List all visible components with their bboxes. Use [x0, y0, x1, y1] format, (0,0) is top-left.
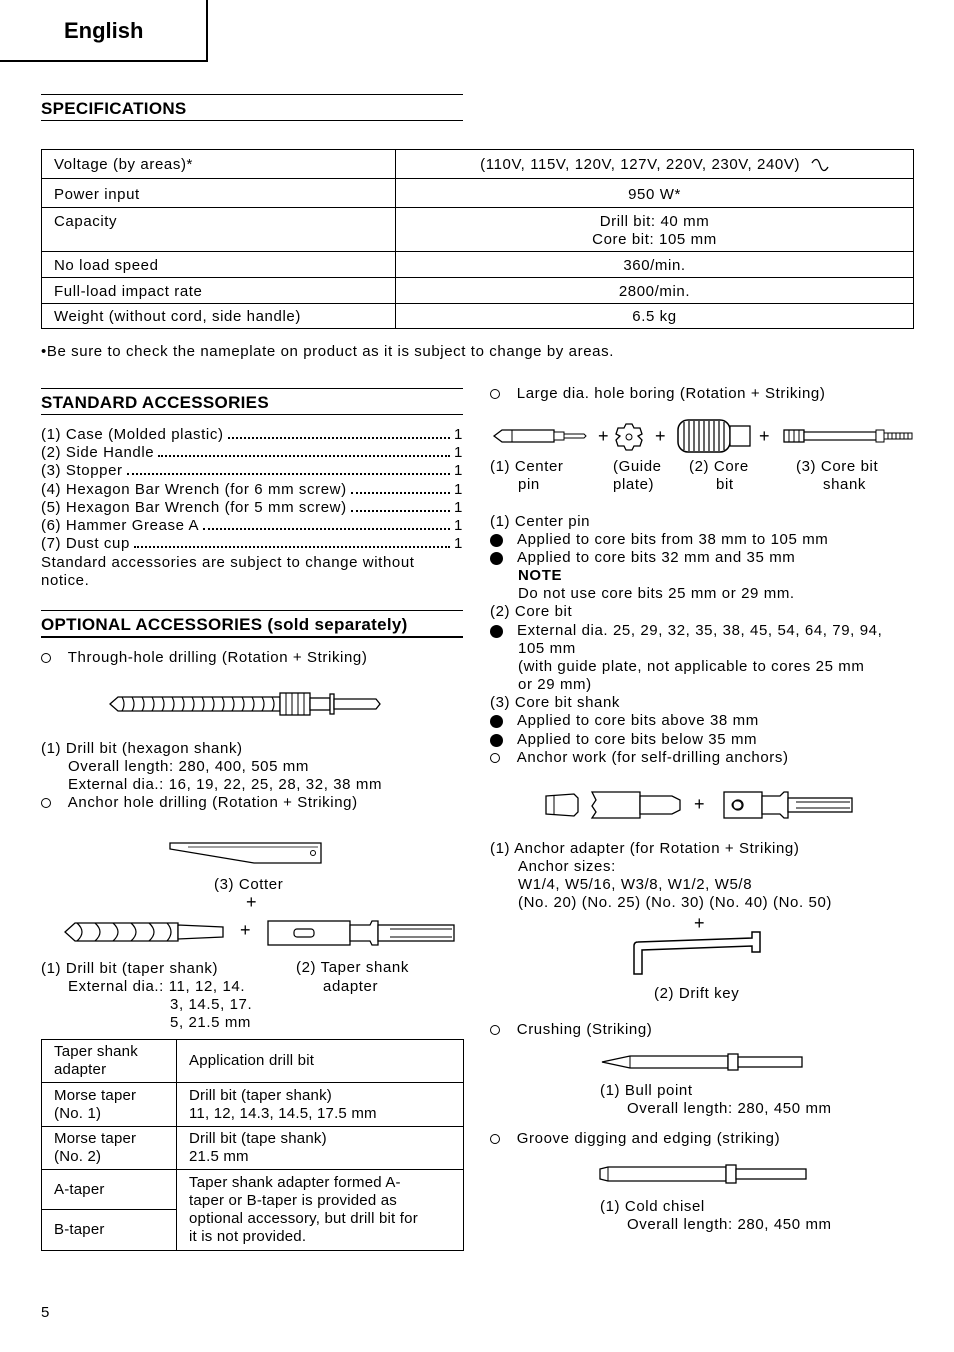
- ab-note-4: it is not provided.: [189, 1228, 307, 1245]
- bullet-icon: [490, 534, 503, 547]
- table-cell: [177, 1127, 464, 1170]
- morse2-bit-b: 21.5 mm: [189, 1148, 249, 1165]
- circle-bullet-icon: [490, 753, 500, 763]
- drift-key-label: (2) Drift key: [654, 985, 740, 1002]
- caption-guide-plate-2: plate): [613, 476, 655, 493]
- list-item: [490, 622, 882, 640]
- plus-sign: +: [655, 426, 667, 446]
- list-item: [41, 462, 463, 480]
- cold-chisel-item: (1) Cold chisel: [600, 1198, 705, 1215]
- spec-label: Capacity: [42, 208, 396, 252]
- center-pin-heading: (1) Center pin: [490, 513, 591, 530]
- standard-accessories-note-2: notice.: [41, 572, 90, 589]
- standard-accessories-heading: [41, 388, 463, 415]
- ab-note-1: Taper shank adapter formed A-: [189, 1174, 401, 1191]
- specifications-note: •Be sure to check the nameplate on product as it is subject to change by areas.: [41, 343, 614, 360]
- note-text: Do not use core bits 25 mm or 29 mm.: [518, 585, 795, 602]
- optional-accessories-heading-text: OPTIONAL ACCESSORIES (sold separately): [41, 615, 408, 634]
- table-cell: [42, 1127, 177, 1170]
- taper-header-1b: adapter: [54, 1061, 107, 1078]
- spec-value: 2800/min.: [396, 278, 914, 304]
- table-cell: B-taper: [42, 1210, 177, 1251]
- taper-drill-bit-dia-3: 5, 21.5 mm: [170, 1014, 252, 1031]
- morse1-bit: Drill bit (taper shank): [189, 1086, 332, 1104]
- circle-bullet-icon: [41, 653, 51, 663]
- cotter-label: (3) Cotter: [214, 876, 284, 893]
- accessory-qty: 1: [454, 517, 463, 534]
- bullet-text: Applied to core bits 32 mm and 35 mm: [517, 549, 796, 566]
- spec-label: Weight (without cord, side handle): [42, 304, 396, 329]
- table-row: [42, 1170, 464, 1210]
- taper-drill-bit-item: (1) Drill bit (taper shank): [41, 960, 219, 977]
- accessory-qty: 1: [454, 426, 463, 443]
- accessory-label: (3) Stopper: [41, 462, 123, 479]
- bull-point-length: Overall length: 280, 450 mm: [627, 1100, 832, 1117]
- spec-label: Power input: [42, 179, 396, 208]
- accessory-label: (1) Case (Molded plastic): [41, 426, 224, 443]
- accessory-qty: 1: [454, 481, 463, 498]
- drift-key-image: [632, 930, 764, 976]
- list-item: [41, 535, 463, 553]
- spec-value: 6.5 kg: [396, 304, 914, 329]
- accessory-label: (6) Hammer Grease A: [41, 517, 200, 534]
- list-item: [41, 426, 463, 444]
- language-tab: [0, 0, 208, 62]
- spec-label: Voltage (by areas)*: [42, 150, 396, 179]
- table-row: [42, 150, 914, 179]
- circle-bullet-icon: [41, 798, 51, 808]
- plus-sign: +: [246, 892, 258, 912]
- cold-chisel-image: [598, 1163, 810, 1185]
- core-bit-dia-3: (with guide plate, not applicable to cores 25 mm: [518, 658, 865, 675]
- accessory-label: (5) Hexagon Bar Wrench (for 5 mm screw): [41, 499, 347, 516]
- bullet-icon: [490, 625, 503, 638]
- accessory-qty: 1: [454, 535, 463, 552]
- taper-drill-bit-image: [63, 917, 225, 947]
- optional-accessories-heading: [41, 610, 463, 638]
- standard-accessories-heading-text: STANDARD ACCESSORIES: [41, 393, 269, 412]
- bullet-text: Applied to core bits below 35 mm: [517, 731, 758, 748]
- morse1-bit-b: 11, 12, 14.3, 14.5, 17.5 mm: [189, 1104, 377, 1122]
- plus-sign: +: [694, 913, 706, 933]
- morse2-label: Morse taper: [54, 1130, 137, 1147]
- crushing-title-text: Crushing (Striking): [516, 1021, 653, 1038]
- table-row: [42, 252, 914, 278]
- accessory-qty: 1: [454, 462, 463, 479]
- plus-sign: +: [759, 426, 771, 446]
- caption-core-bit-shank: (3) Core bit: [796, 458, 879, 475]
- morse2-label-b: (No. 2): [54, 1148, 102, 1165]
- plus-sign: +: [598, 426, 610, 446]
- morse2-bit: Drill bit (tape shank): [189, 1130, 327, 1147]
- anchor-hole-title-text: Anchor hole drilling (Rotation + Striking): [67, 794, 358, 811]
- through-hole-title-text: Through-hole drilling (Rotation + Striking): [67, 649, 368, 666]
- cold-chisel-length: Overall length: 280, 450 mm: [627, 1216, 832, 1233]
- bullet-text: External dia. 25, 29, 32, 35, 38, 45, 54, 64, 79, 94,: [517, 622, 883, 639]
- table-row: [42, 1040, 464, 1083]
- caption-center-pin: (1) Center: [490, 458, 564, 475]
- groove-title-text: Groove digging and edging (striking): [516, 1130, 781, 1147]
- anchor-adapter-item: (1) Anchor adapter (for Rotation + Striking): [490, 840, 800, 857]
- list-item: [490, 712, 759, 730]
- page-number: 5: [41, 1304, 50, 1321]
- table-row: [42, 179, 914, 208]
- accessory-qty: 1: [454, 499, 463, 516]
- table-row: [42, 304, 914, 329]
- voltage-value: (110V, 115V, 120V, 127V, 220V, 230V, 240V): [480, 156, 801, 173]
- circle-bullet-icon: [490, 389, 500, 399]
- language-tab-label: English: [64, 18, 144, 43]
- anchor-work-title: [490, 749, 789, 767]
- spec-value: 360/min.: [396, 252, 914, 278]
- core-bit-heading: (2) Core bit: [490, 603, 573, 620]
- accessory-label: (2) Side Handle: [41, 444, 155, 461]
- caption-core-bit-shank-2: shank: [823, 476, 867, 493]
- through-hole-item: (1) Drill bit (hexagon shank): [41, 740, 243, 757]
- taper-drill-bit-dia-1: External dia.: 11, 12, 14.: [68, 978, 246, 995]
- bullet-icon: [490, 552, 503, 565]
- table-row: [42, 1083, 464, 1127]
- caption-core-bit: (2) Core: [689, 458, 749, 475]
- plus-sign: +: [240, 920, 252, 940]
- groove-title: [490, 1130, 780, 1148]
- anchor-sizes: W1/4, W5/16, W3/8, W1/2, W5/8: [518, 876, 753, 893]
- crushing-title: [490, 1021, 652, 1039]
- spec-value: [396, 150, 914, 179]
- taper-shank-adapter-label-1: (2) Taper shank: [296, 959, 409, 976]
- spec-value: 950 W*: [396, 179, 914, 208]
- morse1-label-b: (No. 1): [54, 1104, 102, 1122]
- note-label: NOTE: [518, 567, 563, 584]
- circle-bullet-icon: [490, 1134, 500, 1144]
- table-row: [42, 208, 914, 252]
- caption-core-bit-2: bit: [716, 476, 734, 493]
- spec-label: Full-load impact rate: [42, 278, 396, 304]
- table-cell: [177, 1083, 464, 1127]
- anchor-nos: (No. 20) (No. 25) (No. 30) (No. 40) (No. 50): [518, 894, 832, 911]
- through-hole-title: [41, 649, 367, 667]
- anchor-hole-title: [41, 794, 358, 812]
- cotter-image: [168, 840, 324, 866]
- list-item: [490, 531, 828, 549]
- table-cell: [177, 1170, 464, 1251]
- table-header-cell: Application drill bit: [177, 1040, 464, 1083]
- taper-header-1: Taper shank: [54, 1043, 138, 1060]
- taper-drill-bit-dia-2: 3, 14.5, 17.: [170, 996, 253, 1013]
- anchor-work-title-text: Anchor work (for self-drilling anchors): [516, 749, 789, 766]
- table-row: [42, 1127, 464, 1170]
- morse1-label: Morse taper: [54, 1086, 137, 1104]
- taper-shank-adapter-label-2: adapter: [323, 978, 379, 995]
- caption-guide-plate: (Guide: [613, 458, 662, 475]
- specifications-heading: [41, 94, 463, 121]
- standard-accessories-note: Standard accessories are subject to change without: [41, 554, 415, 571]
- bull-point-item: (1) Bull point: [600, 1082, 693, 1099]
- taper-shank-table: [41, 1039, 464, 1251]
- ac-wave-icon: [811, 159, 829, 171]
- capacity-drill-bit: Drill bit: 40 mm: [599, 213, 710, 230]
- core-bit-shank-heading: (3) Core bit shank: [490, 694, 621, 711]
- table-cell: A-taper: [42, 1170, 177, 1210]
- accessory-label: (4) Hexagon Bar Wrench (for 6 mm screw): [41, 481, 347, 498]
- through-hole-length: Overall length: 280, 400, 505 mm: [68, 758, 309, 775]
- specifications-table: [41, 149, 914, 329]
- capacity-core-bit: Core bit: 105 mm: [592, 231, 717, 248]
- table-cell: [42, 1083, 177, 1127]
- bullet-text: Applied to core bits above 38 mm: [517, 712, 759, 729]
- spec-value: [396, 208, 914, 252]
- plus-sign: +: [694, 794, 706, 814]
- hexagon-drill-bit-image: [108, 690, 384, 718]
- taper-shank-adapter-image: [266, 917, 458, 949]
- list-item: [41, 444, 463, 462]
- bull-point-image: [600, 1052, 806, 1072]
- list-item: [490, 549, 795, 567]
- table-row: [42, 278, 914, 304]
- list-item: [490, 731, 757, 749]
- bullet-icon: [490, 715, 503, 728]
- circle-bullet-icon: [490, 1025, 500, 1035]
- through-hole-dia: External dia.: 16, 19, 22, 25, 28, 32, 38 mm: [68, 776, 383, 793]
- core-bit-dia-2: 105 mm: [518, 640, 576, 657]
- bullet-text: Applied to core bits from 38 mm to 105 mm: [517, 531, 829, 548]
- core-bit-assembly-image: [492, 418, 916, 454]
- large-hole-title: [490, 385, 825, 403]
- accessory-label: (7) Dust cup: [41, 535, 130, 552]
- caption-center-pin-2: pin: [518, 476, 540, 493]
- table-header-cell: [42, 1040, 177, 1083]
- list-item: [41, 499, 463, 517]
- core-bit-dia-4: or 29 mm): [518, 676, 592, 693]
- specifications-heading-text: SPECIFICATIONS: [41, 99, 187, 118]
- ab-note-3: optional accessory, but drill bit for: [189, 1210, 418, 1227]
- list-item: [41, 517, 463, 535]
- anchor-sizes-label: Anchor sizes:: [518, 858, 616, 875]
- ab-note-2: taper or B-taper is provided as: [189, 1192, 397, 1209]
- bullet-icon: [490, 734, 503, 747]
- list-item: [41, 481, 463, 499]
- spec-label: No load speed: [42, 252, 396, 278]
- accessory-qty: 1: [454, 444, 463, 461]
- large-hole-title-text: Large dia. hole boring (Rotation + Striking): [516, 385, 826, 402]
